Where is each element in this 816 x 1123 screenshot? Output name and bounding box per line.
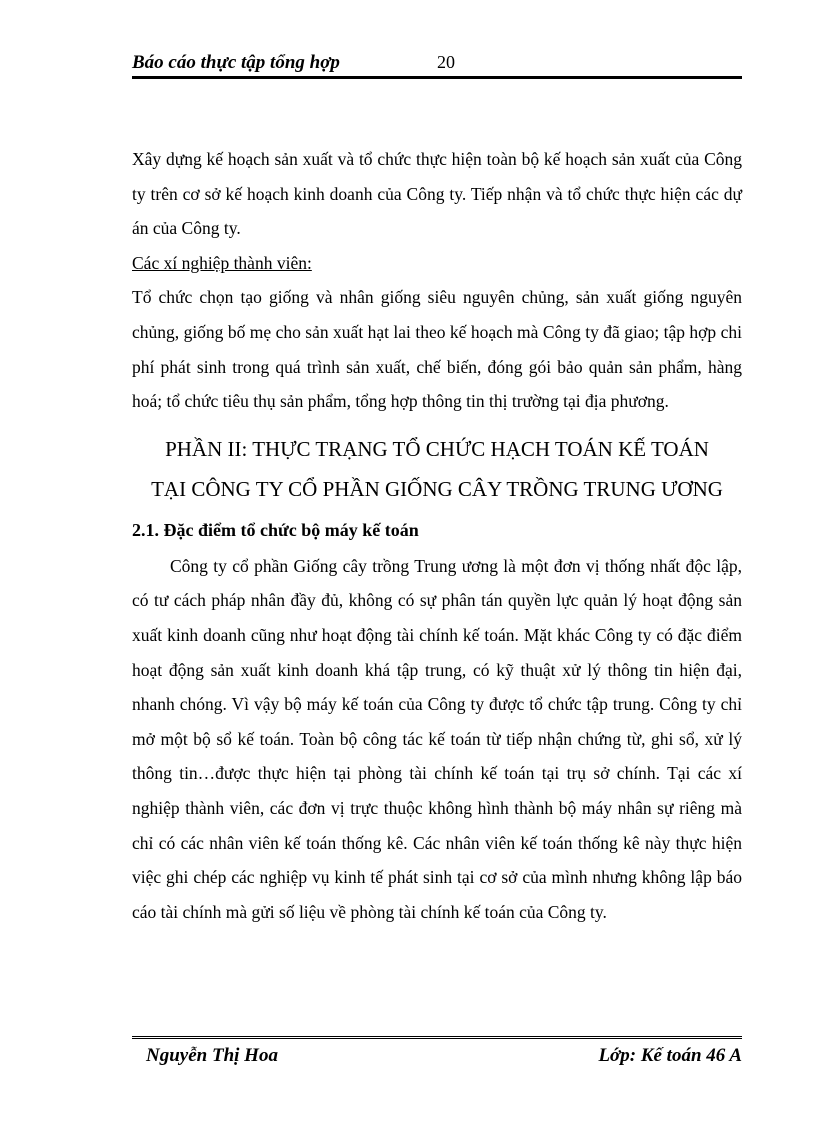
page-body	[132, 142, 742, 929]
paragraph-accounting-organization: Công ty cổ phần Giống cây trồng Trung ương là một đơn vị thống nhất độc lập, có tư cách pháp nhân đầy đủ, không có sự phân tán quyền lực quản lý hoạt động sản xuất kinh doanh cũng như hoạt động tài chính kế toán. Mặt khác Công ty có đặc điểm hoạt động sản xuất kinh doanh khá tập trung, có kỹ thuật xử lý thông tin hiện đại, nhanh chóng. Vì vậy bộ máy kế toán của Công ty được tổ chức tập trung. Công ty chỉ mở một bộ sổ kế toán. Toàn bộ công tác kế toán từ tiếp nhận chứng từ, ghi sổ, xử lý thông tin…được thực hiện tại phòng tài chính kế toán tại trụ sở chính. Tại các xí nghiệp thành viên, các đơn vị trực thuộc không hình thành bộ máy nhân sự riêng mà chỉ có các nhân viên kế toán thống kê. Các nhân viên kế toán thống kê này thực hiện việc ghi chép các nghiệp vụ kinh tế phát sinh tại cơ sở của mình nhưng không lập báo cáo tài chính mà gửi số liệu về phòng tài chính kế toán của Công ty.	[132, 555, 742, 922]
part-heading-line-1: PHẦN II: THỰC TRẠNG TỔ CHỨC HẠCH TOÁN KẾ TOÁN	[165, 436, 709, 461]
section-heading: 2.1. Đặc điểm tổ chức bộ máy kế toán	[132, 519, 419, 540]
page-header	[132, 52, 742, 78]
paragraph-member-enterprises: Tổ chức chọn tạo giống và nhân giống siêu nguyên chủng, sản xuất giống nguyên chủng, giống bố mẹ cho sản xuất hạt lai theo kế hoạch mà Công ty đã giao; tập hợp chi phí phát sinh trong quá trình sản xuất, chế biến, đóng gói bảo quản sản phẩm, hàng hoá; tổ chức tiêu thụ sản phẩm, tổng hợp thông tin thị trường tại địa phương.	[132, 287, 742, 412]
page-number: 20	[437, 52, 455, 72]
paragraph-plan-production: Xây dựng kế hoạch sản xuất và tổ chức thực hiện toàn bộ kế hoạch sản xuất của Công ty trên cơ sở kế hoạch kinh doanh của Công ty. Tiếp nhận và tổ chức thực hiện các dự án của Công ty.	[132, 149, 742, 239]
part-heading	[132, 429, 742, 509]
header-rule	[132, 76, 742, 79]
footer-rule	[132, 1036, 742, 1039]
page-footer	[132, 1036, 742, 1076]
part-heading-line-2: TẠI CÔNG TY CỔ PHẦN GIỐNG CÂY TRỒNG TRUNG ƯƠNG	[151, 476, 723, 501]
header-title: Báo cáo thực tập tổng hợp	[132, 52, 340, 73]
subheading-member-enterprises: Các xí nghiệp thành viên:	[132, 252, 312, 273]
footer-class: Lớp: Kế toán 46 A	[598, 1045, 742, 1066]
footer-author: Nguyễn Thị Hoa	[146, 1045, 278, 1066]
